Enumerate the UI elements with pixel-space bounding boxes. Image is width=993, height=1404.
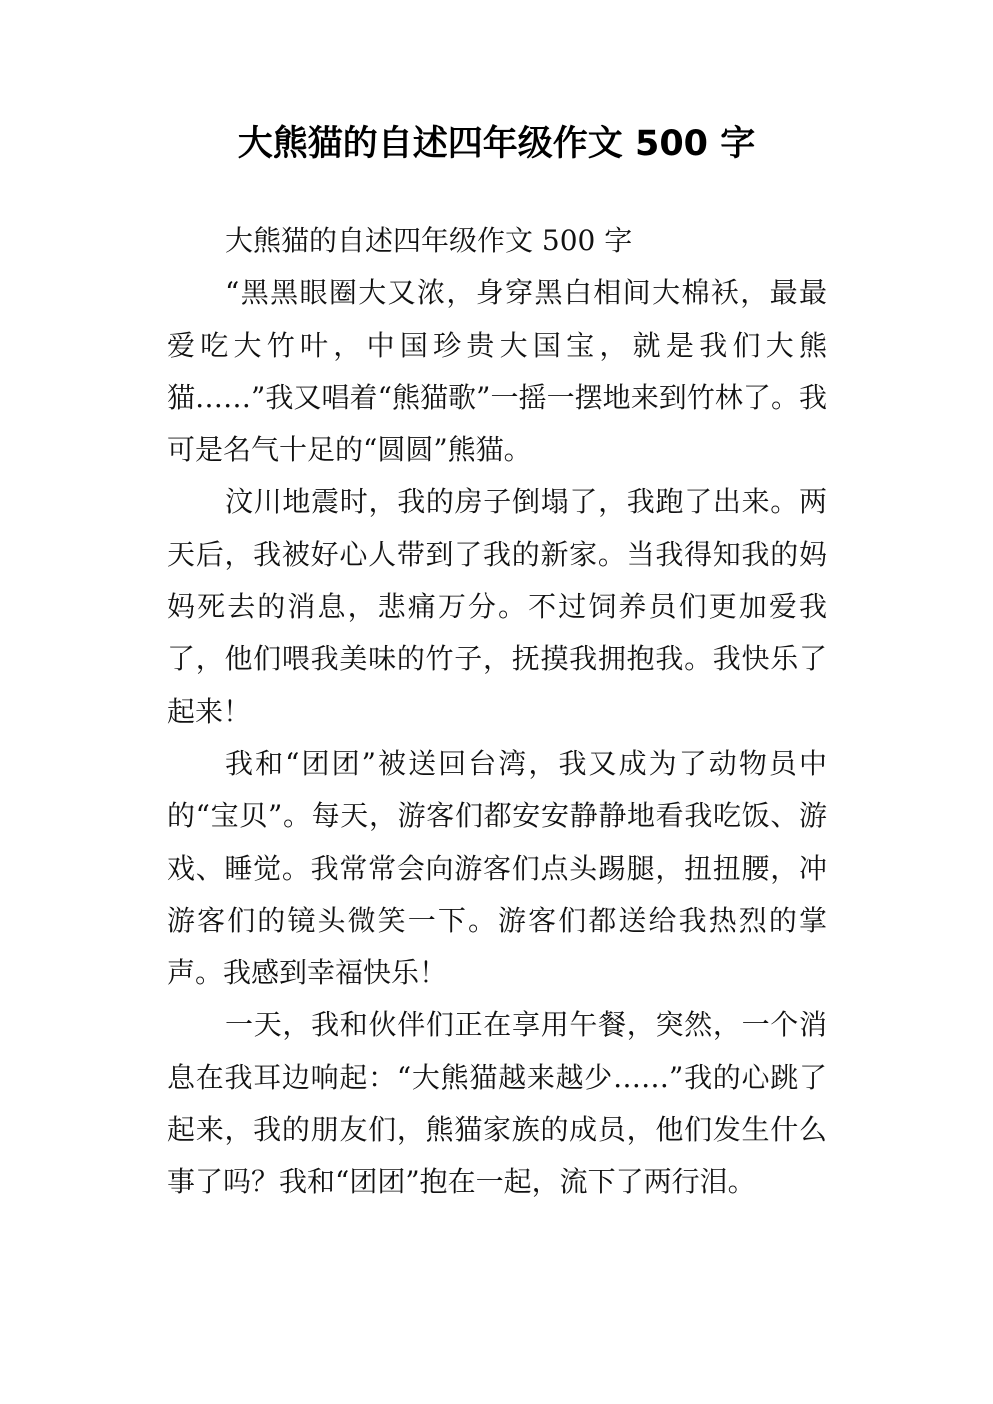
paragraph-4: 一天，我和伙伴们正在享用午餐，突然，一个消息在我耳边响起：“大熊猫越来越少……”我的心跳了起来，我的朋友们，熊猫家族的成员，他们发生什么事了吗？我和“团团”抱在一起，流下了两行泪。 bbox=[167, 1008, 827, 1199]
document-title: 大熊猫的自述四年级作文 500 字 bbox=[237, 124, 756, 164]
paragraph-3: 我和“团团”被送回台湾，我又成为了动物员中的“宝贝”。每天，游客们都安安静静地看我吃饭、游戏、睡觉。我常常会向游客们点头踢腿，扭扭腰，冲游客们的镜头微笑一下。游客们都送给我热烈的掌声。我感到幸福快乐！ bbox=[167, 746, 827, 990]
paragraph-2: 汶川地震时，我的房子倒塌了，我跑了出来。两天后，我被好心人带到了我的新家。当我得知我的妈妈死去的消息，悲痛万分。不过饲养员们更加爱我了，他们喂我美味的竹子，抚摸我拥抱我。我快乐了起来！ bbox=[167, 485, 827, 728]
document-body bbox=[167, 215, 827, 1209]
paragraph-1: “黑黑眼圈大又浓，身穿黑白相间大棉袄，最最爱吃大竹叶，中国珍贵大国宝，就是我们大熊猫……”我又唱着“熊猫歌”一摇一摆地来到竹林了。我可是名气十足的“圆圆”熊猫。 bbox=[167, 276, 827, 467]
paragraph-subtitle: 大熊猫的自述四年级作文 500 字 bbox=[225, 224, 633, 257]
